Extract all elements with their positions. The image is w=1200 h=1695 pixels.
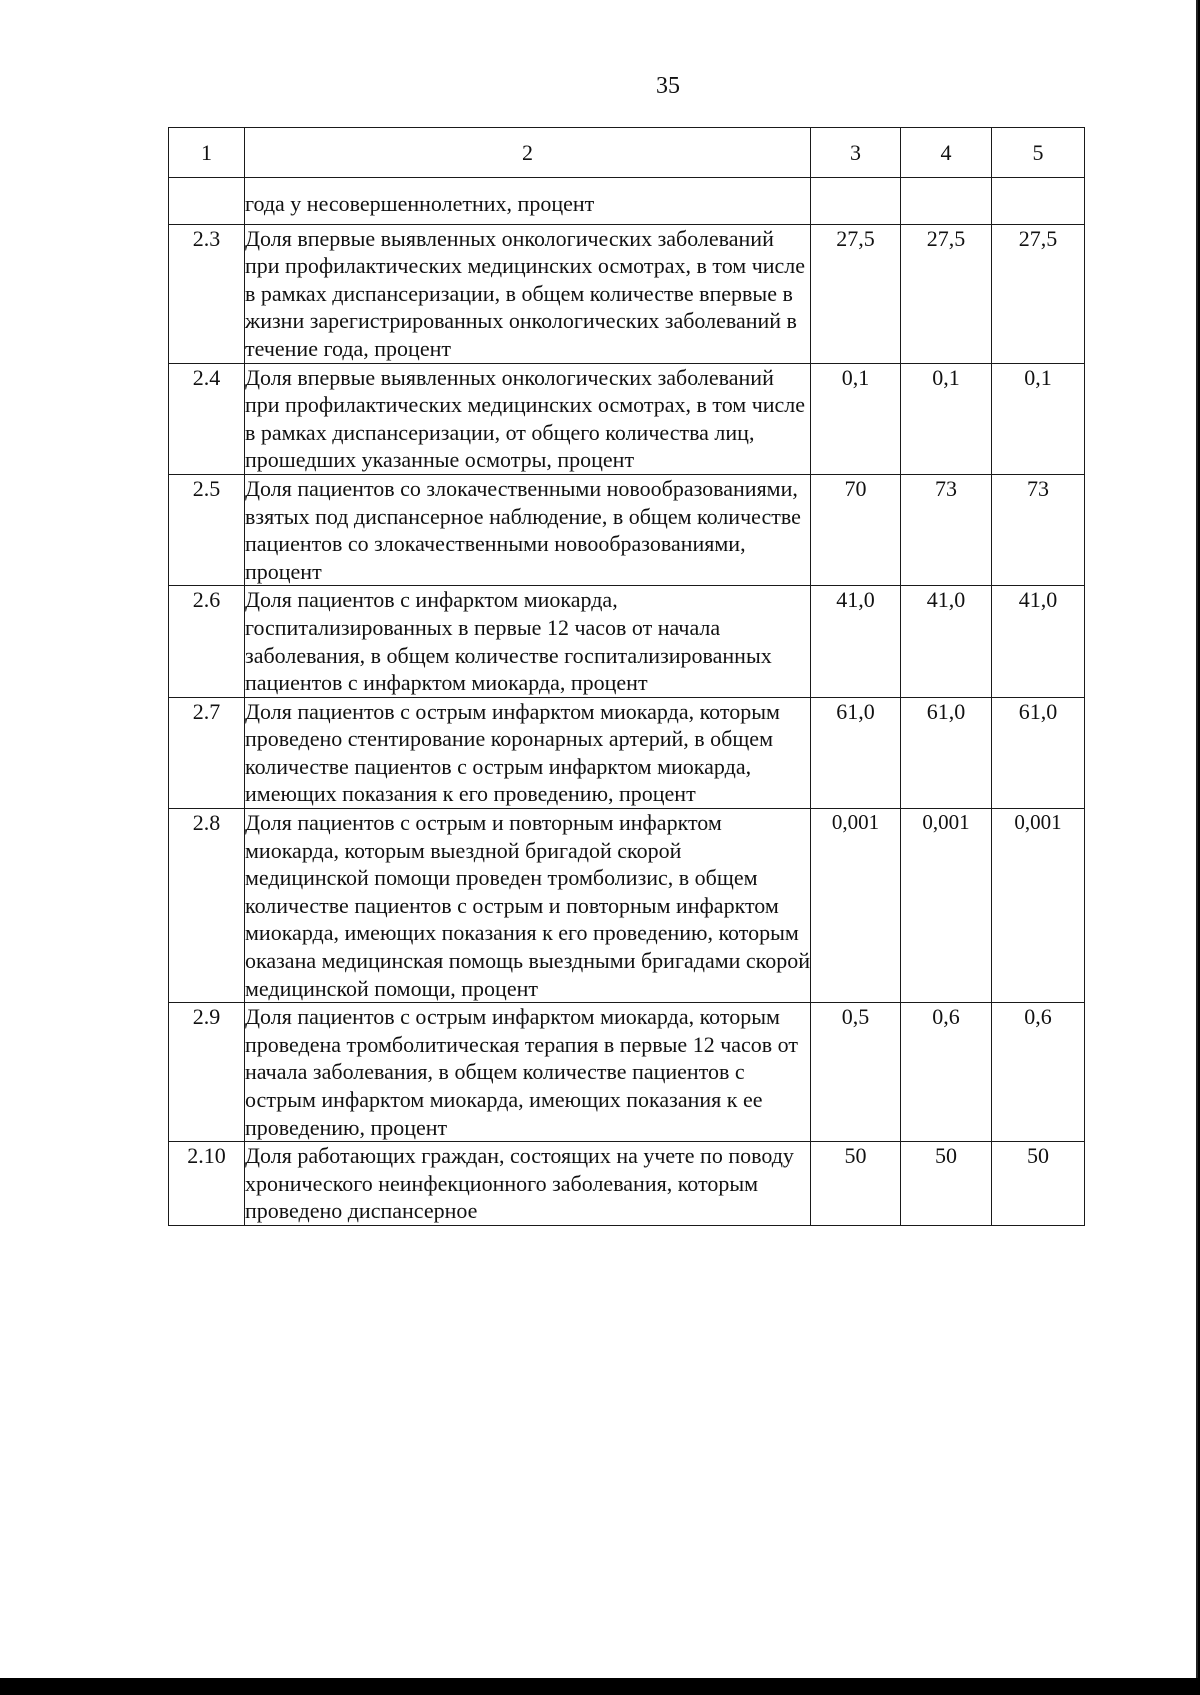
header-col-1: 1 — [169, 128, 245, 178]
row-value-col-5: 41,0 — [992, 586, 1085, 697]
row-value-col-5: 73 — [992, 474, 1085, 585]
row-description: Доля впервые выявленных онкологических заболеваний при профилактических медицинских осмотрах, в том числе в рамках диспансеризации, в общем количестве впервые в жизни зарегистрированных онкологических заболеваний в течение года, процент — [245, 224, 811, 363]
row-description: Доля работающих граждан, состоящих на учете по поводу хронического неинфекционного заболевания, которым проведено диспансерное — [245, 1142, 811, 1226]
row-description: Доля пациентов с инфарктом миокарда, госпитализированных в первые 12 часов от начала заболевания, в общем количестве госпитализированных пациентов с инфарктом миокарда, процент — [245, 586, 811, 697]
row-value-col-4 — [901, 178, 992, 225]
table-row — [169, 809, 1085, 1003]
row-value-col-5: 0,001 — [992, 809, 1085, 1003]
row-number: 2.7 — [169, 697, 245, 808]
row-value-col-3: 0,001 — [811, 809, 901, 1003]
row-number: 2.9 — [169, 1003, 245, 1142]
row-value-col-5 — [992, 178, 1085, 225]
row-value-col-3: 70 — [811, 474, 901, 585]
row-value-col-3 — [811, 178, 901, 225]
row-value-col-5: 0,1 — [992, 363, 1085, 474]
indicators-table — [168, 127, 1085, 1226]
table-row — [169, 586, 1085, 697]
row-number: 2.6 — [169, 586, 245, 697]
row-number: 2.10 — [169, 1142, 245, 1226]
row-description: года у несовершеннолетних, процент — [245, 178, 811, 225]
row-value-col-3: 0,5 — [811, 1003, 901, 1142]
row-value-col-4: 73 — [901, 474, 992, 585]
row-number: 2.3 — [169, 224, 245, 363]
row-value-col-4: 50 — [901, 1142, 992, 1226]
row-description: Доля пациентов с острым и повторным инфарктом миокарда, которым выездной бригадой скорой медицинской помощи проведен тромболизис, в общем количестве пациентов с острым и повторным инфарктом миокарда, имеющих показания к его проведению, которым оказана медицинская помощь выездными бригадами скорой медицинской помощи, процент — [245, 809, 811, 1003]
row-description: Доля пациентов со злокачественными новообразованиями, взятых под диспансерное наблюдение, в общем количестве пациентов со злокачественными новообразованиями, процент — [245, 474, 811, 585]
table-row — [169, 363, 1085, 474]
row-number: 2.5 — [169, 474, 245, 585]
row-value-col-3: 27,5 — [811, 224, 901, 363]
row-value-col-5: 27,5 — [992, 224, 1085, 363]
page-number: 35 — [656, 73, 680, 99]
row-description: Доля впервые выявленных онкологических заболеваний при профилактических медицинских осмотрах, в том числе в рамках диспансеризации, от общего количества лиц, прошедших указанные осмотры, процент — [245, 363, 811, 474]
row-value-col-4: 0,6 — [901, 1003, 992, 1142]
table-row — [169, 474, 1085, 585]
row-number — [169, 178, 245, 225]
table-row-continuation — [169, 178, 1085, 225]
row-number: 2.4 — [169, 363, 245, 474]
header-col-5: 5 — [992, 128, 1085, 178]
header-col-3: 3 — [811, 128, 901, 178]
header-col-2: 2 — [245, 128, 811, 178]
row-value-col-4: 0,1 — [901, 363, 992, 474]
row-value-col-5: 61,0 — [992, 697, 1085, 808]
row-value-col-4: 27,5 — [901, 224, 992, 363]
row-value-col-3: 61,0 — [811, 697, 901, 808]
row-value-col-4: 41,0 — [901, 586, 992, 697]
row-value-col-5: 0,6 — [992, 1003, 1085, 1142]
row-description: Доля пациентов с острым инфарктом миокарда, которым проведено стентирование коронарных артерий, в общем количестве пациентов с острым инфарктом миокарда, имеющих показания к его проведению, процент — [245, 697, 811, 808]
row-description: Доля пациентов с острым инфарктом миокарда, которым проведена тромболитическая терапия в первые 12 часов от начала заболевания, в общем количестве пациентов с острым инфарктом миокарда, имеющих показания к ее проведению, процент — [245, 1003, 811, 1142]
row-value-col-3: 41,0 — [811, 586, 901, 697]
header-col-4: 4 — [901, 128, 992, 178]
row-value-col-4: 61,0 — [901, 697, 992, 808]
table-row — [169, 697, 1085, 808]
header-row — [169, 128, 1085, 178]
row-value-col-4: 0,001 — [901, 809, 992, 1003]
row-number: 2.8 — [169, 809, 245, 1003]
table-row — [169, 224, 1085, 363]
row-value-col-3: 50 — [811, 1142, 901, 1226]
table-row — [169, 1142, 1085, 1226]
row-value-col-3: 0,1 — [811, 363, 901, 474]
table-row — [169, 1003, 1085, 1142]
row-value-col-5: 50 — [992, 1142, 1085, 1226]
